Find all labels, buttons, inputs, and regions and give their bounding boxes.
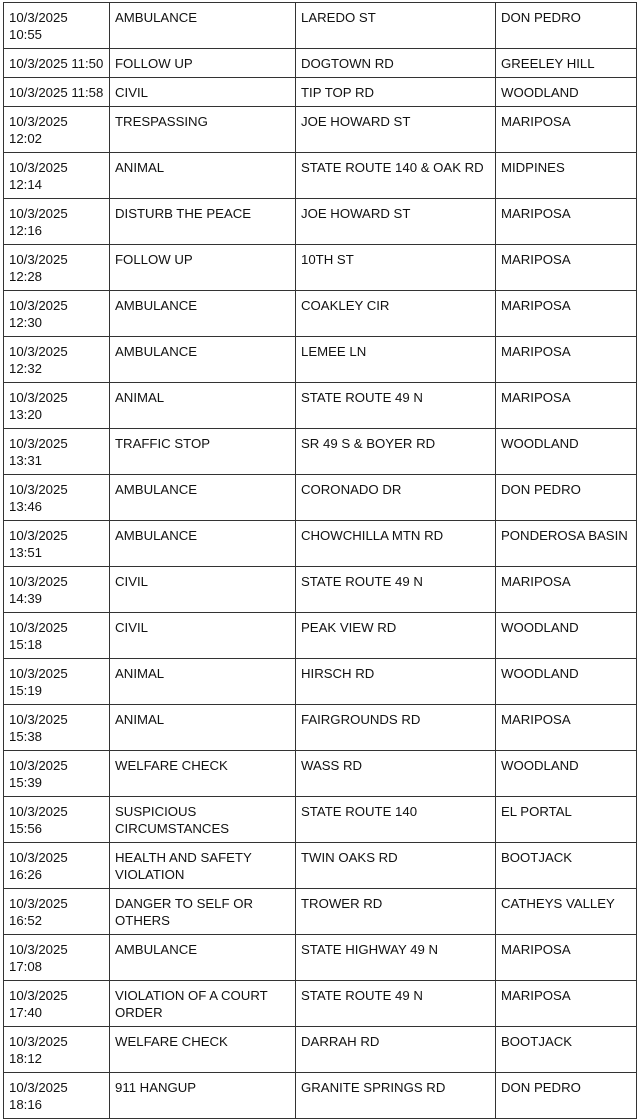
- table-row: [4, 797, 637, 843]
- cell-location: DOGTOWN RD: [296, 49, 496, 78]
- table-row: [4, 383, 637, 429]
- cell-location: TROWER RD: [296, 889, 496, 935]
- cell-call-type: ANIMAL: [110, 659, 296, 705]
- cell-call-type: DANGER TO SELF OR OTHERS: [110, 889, 296, 935]
- cell-community: WOODLAND: [496, 429, 637, 475]
- cell-location: STATE ROUTE 140: [296, 797, 496, 843]
- table-row: [4, 245, 637, 291]
- cell-location: PEAK VIEW RD: [296, 613, 496, 659]
- cell-community: DON PEDRO: [496, 475, 637, 521]
- cell-call-type: AMBULANCE: [110, 935, 296, 981]
- table-row: [4, 49, 637, 78]
- cell-community: WOODLAND: [496, 613, 637, 659]
- cell-location: TWIN OAKS RD: [296, 843, 496, 889]
- table-row: [4, 843, 637, 889]
- cell-community: MARIPOSA: [496, 567, 637, 613]
- cell-datetime: 10/3/2025 12:16: [4, 199, 110, 245]
- cell-call-type: CIVIL: [110, 78, 296, 107]
- table-row: [4, 521, 637, 567]
- cell-datetime: 10/3/2025 16:52: [4, 889, 110, 935]
- cell-call-type: AMBULANCE: [110, 521, 296, 567]
- cell-location: TIP TOP RD: [296, 78, 496, 107]
- cell-call-type: ANIMAL: [110, 153, 296, 199]
- cell-location: STATE ROUTE 49 N: [296, 383, 496, 429]
- table-row: [4, 705, 637, 751]
- table-row: [4, 567, 637, 613]
- cell-location: HIRSCH RD: [296, 659, 496, 705]
- cell-community: MARIPOSA: [496, 199, 637, 245]
- cell-datetime: 10/3/2025 18:16: [4, 1073, 110, 1119]
- cell-location: 10TH ST: [296, 245, 496, 291]
- cell-datetime: 10/3/2025 18:12: [4, 1027, 110, 1073]
- cell-datetime: 10/3/2025 15:56: [4, 797, 110, 843]
- cell-location: SR 49 S & BOYER RD: [296, 429, 496, 475]
- cell-community: MARIPOSA: [496, 981, 637, 1027]
- table-row: [4, 291, 637, 337]
- table-row: [4, 475, 637, 521]
- cell-location: STATE ROUTE 49 N: [296, 981, 496, 1027]
- cell-call-type: CIVIL: [110, 613, 296, 659]
- cell-datetime: 10/3/2025 12:02: [4, 107, 110, 153]
- cell-community: DON PEDRO: [496, 3, 637, 49]
- table-row: [4, 659, 637, 705]
- cell-datetime: 10/3/2025 11:50: [4, 49, 110, 78]
- cell-call-type: TRAFFIC STOP: [110, 429, 296, 475]
- cell-call-type: AMBULANCE: [110, 337, 296, 383]
- cell-datetime: 10/3/2025 14:39: [4, 567, 110, 613]
- cell-community: WOODLAND: [496, 751, 637, 797]
- cell-community: PONDEROSA BASIN: [496, 521, 637, 567]
- cell-call-type: FOLLOW UP: [110, 49, 296, 78]
- cell-datetime: 10/3/2025 13:46: [4, 475, 110, 521]
- cell-location: CHOWCHILLA MTN RD: [296, 521, 496, 567]
- cell-datetime: 10/3/2025 10:55: [4, 3, 110, 49]
- table-row: [4, 3, 637, 49]
- cell-datetime: 10/3/2025 15:39: [4, 751, 110, 797]
- table-row: [4, 613, 637, 659]
- cell-location: COAKLEY CIR: [296, 291, 496, 337]
- cell-call-type: FOLLOW UP: [110, 245, 296, 291]
- cell-location: STATE HIGHWAY 49 N: [296, 935, 496, 981]
- cell-community: WOODLAND: [496, 659, 637, 705]
- cell-location: FAIRGROUNDS RD: [296, 705, 496, 751]
- cell-community: MARIPOSA: [496, 935, 637, 981]
- table-row: [4, 889, 637, 935]
- table-row: [4, 1027, 637, 1073]
- cell-location: DARRAH RD: [296, 1027, 496, 1073]
- call-log-table: [3, 2, 637, 1119]
- cell-datetime: 10/3/2025 15:19: [4, 659, 110, 705]
- cell-community: WOODLAND: [496, 78, 637, 107]
- cell-datetime: 10/3/2025 12:28: [4, 245, 110, 291]
- cell-community: MIDPINES: [496, 153, 637, 199]
- cell-community: BOOTJACK: [496, 1027, 637, 1073]
- table-row: [4, 935, 637, 981]
- table-row: [4, 751, 637, 797]
- cell-datetime: 10/3/2025 16:26: [4, 843, 110, 889]
- cell-location: CORONADO DR: [296, 475, 496, 521]
- table-row: [4, 1073, 637, 1119]
- cell-datetime: 10/3/2025 11:58: [4, 78, 110, 107]
- cell-community: DON PEDRO: [496, 1073, 637, 1119]
- table-row: [4, 78, 637, 107]
- cell-call-type: TRESPASSING: [110, 107, 296, 153]
- cell-call-type: AMBULANCE: [110, 291, 296, 337]
- cell-datetime: 10/3/2025 12:30: [4, 291, 110, 337]
- cell-community: MARIPOSA: [496, 107, 637, 153]
- cell-call-type: HEALTH AND SAFETY VIOLATION: [110, 843, 296, 889]
- cell-community: MARIPOSA: [496, 245, 637, 291]
- table-row: [4, 429, 637, 475]
- cell-location: STATE ROUTE 49 N: [296, 567, 496, 613]
- cell-community: EL PORTAL: [496, 797, 637, 843]
- cell-call-type: ANIMAL: [110, 705, 296, 751]
- cell-datetime: 10/3/2025 13:20: [4, 383, 110, 429]
- table-row: [4, 981, 637, 1027]
- cell-datetime: 10/3/2025 12:32: [4, 337, 110, 383]
- cell-call-type: DISTURB THE PEACE: [110, 199, 296, 245]
- cell-call-type: WELFARE CHECK: [110, 1027, 296, 1073]
- cell-community: MARIPOSA: [496, 705, 637, 751]
- cell-community: MARIPOSA: [496, 337, 637, 383]
- cell-location: WASS RD: [296, 751, 496, 797]
- cell-call-type: AMBULANCE: [110, 3, 296, 49]
- cell-call-type: 911 HANGUP: [110, 1073, 296, 1119]
- cell-location: STATE ROUTE 140 & OAK RD: [296, 153, 496, 199]
- cell-datetime: 10/3/2025 12:14: [4, 153, 110, 199]
- table-row: [4, 153, 637, 199]
- cell-community: GREELEY HILL: [496, 49, 637, 78]
- cell-call-type: ANIMAL: [110, 383, 296, 429]
- call-log-body: [4, 3, 637, 1119]
- cell-location: JOE HOWARD ST: [296, 107, 496, 153]
- cell-community: BOOTJACK: [496, 843, 637, 889]
- cell-location: LAREDO ST: [296, 3, 496, 49]
- cell-location: LEMEE LN: [296, 337, 496, 383]
- cell-location: JOE HOWARD ST: [296, 199, 496, 245]
- cell-datetime: 10/3/2025 17:08: [4, 935, 110, 981]
- table-row: [4, 337, 637, 383]
- cell-call-type: WELFARE CHECK: [110, 751, 296, 797]
- cell-community: CATHEYS VALLEY: [496, 889, 637, 935]
- cell-call-type: VIOLATION OF A COURT ORDER: [110, 981, 296, 1027]
- cell-datetime: 10/3/2025 15:18: [4, 613, 110, 659]
- cell-datetime: 10/3/2025 13:51: [4, 521, 110, 567]
- cell-location: GRANITE SPRINGS RD: [296, 1073, 496, 1119]
- cell-datetime: 10/3/2025 17:40: [4, 981, 110, 1027]
- table-row: [4, 199, 637, 245]
- cell-call-type: CIVIL: [110, 567, 296, 613]
- table-row: [4, 107, 637, 153]
- cell-call-type: AMBULANCE: [110, 475, 296, 521]
- cell-datetime: 10/3/2025 15:38: [4, 705, 110, 751]
- cell-datetime: 10/3/2025 13:31: [4, 429, 110, 475]
- cell-community: MARIPOSA: [496, 383, 637, 429]
- cell-call-type: SUSPICIOUS CIRCUMSTANCES: [110, 797, 296, 843]
- cell-community: MARIPOSA: [496, 291, 637, 337]
